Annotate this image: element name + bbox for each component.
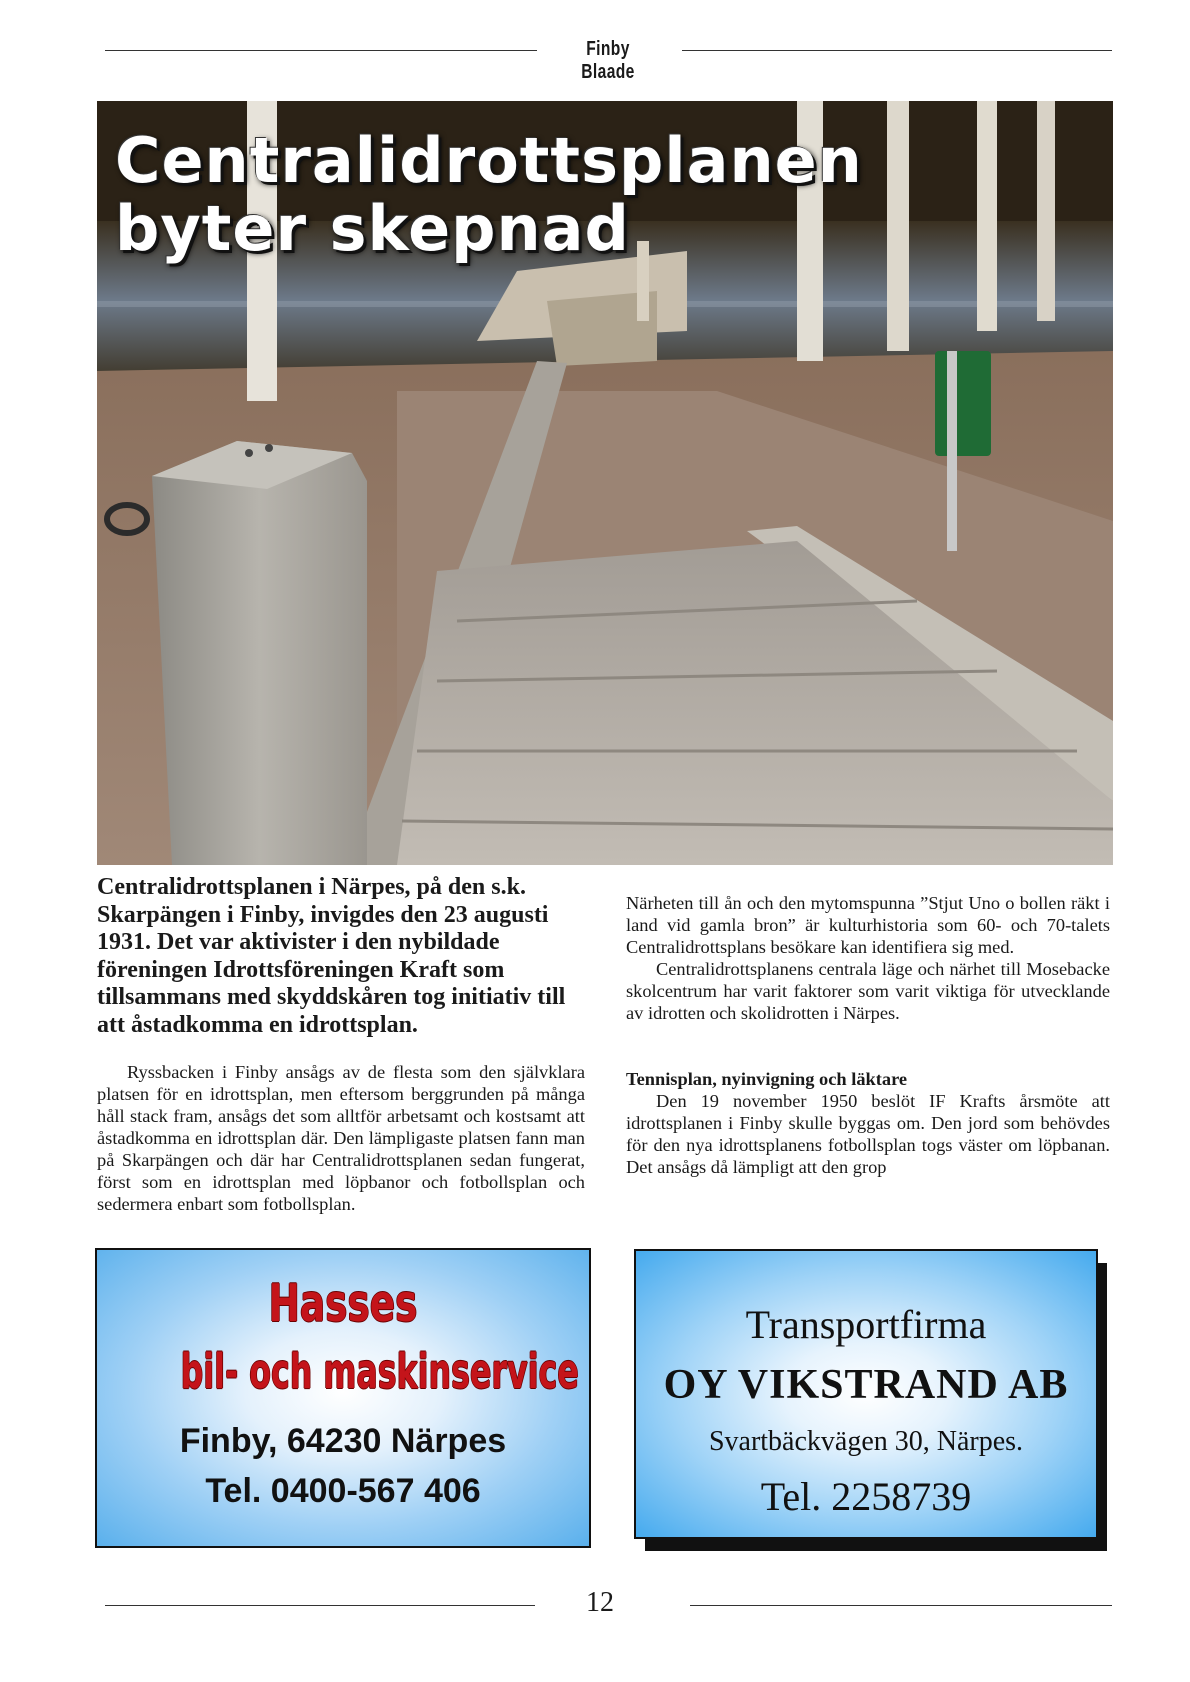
page-number: 12 (586, 1587, 614, 1618)
section-subheading: Tennisplan, nyinvigning och läktare (626, 1069, 908, 1089)
body-paragraph: Ryssbacken i Finby ansågs av de flesta som den självklara platsen för en idrottsplan, men eftersom berggrunden på många håll stack fram, ansågs det som alltför arbetsamt och kostsamt att åstadkomma en idrottsplan där. Den lämpligaste platsen fann man på Skarpängen och där har Centralidrottsplanen sedan fungerat, först som en idrottsplan med löpbanor och fotbollsplan och sedermera enbart som fotbollsplan. (97, 1062, 585, 1214)
ad-company-name: OY VIKSTRAND AB (663, 1362, 1069, 1408)
ad-vikstrand (634, 1249, 1098, 1539)
ad-brand-name: Hasses (268, 1274, 418, 1334)
header-rule-right (682, 50, 1112, 51)
right-column (626, 892, 1110, 1178)
header-rule-left (105, 50, 537, 51)
left-column (97, 874, 585, 1215)
footer-rule-left (105, 1605, 535, 1606)
body-paragraph: Den 19 november 1950 beslöt IF Krafts årsmöte att idrottsplanen i Finby skulle byggas om. Den jord som behövdes för den nya idrottsplanens fotbollsplan togs väster om löpbanan. Det ansågs då lämpligt att den grop (626, 1091, 1110, 1177)
ad-address: Finby, 64230 Närpes (179, 1422, 507, 1460)
ad-brand-tagline: bil- och maskinservice (180, 1344, 579, 1400)
publication-title: Finby Blaade (581, 38, 635, 83)
ad-line-1: Transportfirma (745, 1302, 987, 1347)
article-headline (115, 124, 863, 265)
ad-phone: Tel. 0400-567 406 (205, 1472, 481, 1510)
body-paragraph: Närheten till ån och den mytomspunna ”Stjut Uno o bollen räkt i land vid gamla bron” är kulturhistoria som 60- och 70-talets Centralidrottsplans besökare kan identifiera sig med. (626, 893, 1110, 957)
ad-phone: Tel. 2258739 (760, 1474, 972, 1519)
ad-hasses (95, 1248, 591, 1548)
body-paragraph: Centralidrottsplanens centrala läge och närhet till Mosebacke skolcentrum har varit faktorer som varit viktiga för utvecklande av idrotten och skolidrotten i Närpes. (626, 959, 1110, 1023)
hero-photo (97, 101, 1113, 865)
spacer (626, 1024, 1110, 1068)
headline-line-2: byter skepnad (115, 192, 630, 265)
ad-address: Svartbäckvägen 30, Närpes. (708, 1426, 1024, 1457)
headline-line-1: Centralidrottsplanen (115, 124, 863, 197)
lead-paragraph: Centralidrottsplanen i Närpes, på den s.k. Skarpängen i Finby, invigdes den 23 augusti 1931. Det var aktivister i den nybildade föreningen Idrottsföreningen Kraft som tillsammans med skyddskåren tog initiativ till att åstadkomma en idrottsplan. (97, 874, 566, 1038)
footer-rule-right (690, 1605, 1112, 1606)
